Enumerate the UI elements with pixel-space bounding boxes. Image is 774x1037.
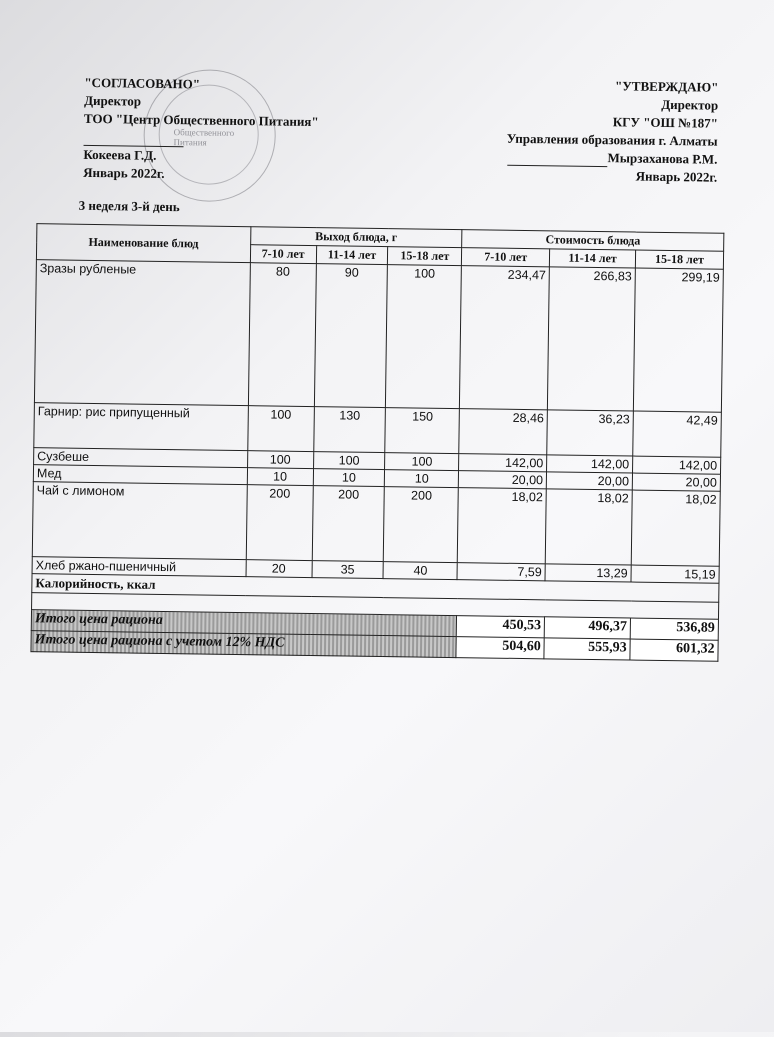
- confirmed-title: "УТВЕРЖДАЮ": [615, 78, 719, 95]
- yield-cell: 10: [313, 469, 385, 487]
- approved-role: Директор: [84, 92, 142, 109]
- header-age: 7-10 лет: [250, 245, 316, 264]
- yield-cell: 150: [385, 408, 459, 454]
- cost-cell: 18,02: [545, 489, 632, 565]
- cost-cell: 20,00: [546, 472, 632, 490]
- cost-cell: 142,00: [633, 456, 721, 474]
- total-vat-label: Итого цена рациона с учетом 12% НДС: [31, 631, 457, 658]
- yield-cell: 100: [247, 406, 314, 452]
- calories-label: Калорийность, ккал: [32, 574, 719, 603]
- confirmed-date: Январь 2022г.: [635, 168, 718, 185]
- dish-name: Сузбеше: [34, 448, 248, 468]
- header-cost: Стоимость блюда: [462, 230, 724, 252]
- yield-cell: 100: [386, 265, 462, 409]
- total-vat-value: 601,32: [630, 639, 718, 661]
- approved-date: Январь 2022г.: [83, 164, 165, 181]
- confirmed-role: Директор: [661, 96, 719, 113]
- cost-cell: 42,49: [633, 411, 722, 457]
- total-vat-value: 555,93: [544, 638, 630, 660]
- yield-cell: 10: [247, 468, 313, 486]
- approved-block: [83, 74, 319, 185]
- total-vat-value: 504,60: [456, 637, 544, 659]
- cost-cell: 28,46: [459, 409, 547, 455]
- yield-cell: 20: [246, 560, 312, 578]
- header-yield: Выход блюда, г: [250, 227, 462, 248]
- confirmed-org: КГУ "ОШ №187": [612, 114, 719, 131]
- cost-cell: 266,83: [548, 267, 636, 411]
- header-age: 15-18 лет: [635, 250, 723, 269]
- cost-cell: 20,00: [632, 473, 720, 491]
- total-value: 536,89: [630, 618, 718, 640]
- cost-cell: 7,59: [457, 563, 545, 581]
- confirmed-dept: Управления образования г. Алматы: [506, 130, 718, 149]
- cost-cell: 234,47: [460, 266, 550, 410]
- approved-org: ТОО "Центр Общественного Питания": [83, 110, 319, 130]
- menu-table: [30, 223, 724, 662]
- dish-name: Мед: [33, 465, 247, 485]
- dish-name: Чай с лимоном: [32, 482, 247, 560]
- dish-name: Хлеб ржано-пшеничный: [32, 557, 246, 577]
- total-label: Итого цена рациона: [31, 610, 457, 637]
- yield-cell: 10: [385, 470, 459, 488]
- yield-cell: 200: [384, 487, 459, 563]
- yield-cell: 200: [246, 485, 313, 561]
- header-dish-name: Наименование блюд: [36, 224, 250, 263]
- yield-cell: 100: [247, 451, 313, 469]
- cost-cell: 20,00: [459, 471, 547, 489]
- stamp-text: Общественного Питания: [173, 127, 235, 148]
- header-age: 11-14 лет: [550, 249, 636, 268]
- yield-cell: 80: [248, 263, 316, 407]
- cost-cell: 15,19: [631, 565, 719, 583]
- approved-name: Кокеева Г.Д.: [83, 146, 157, 163]
- yield-cell: 90: [314, 264, 388, 408]
- yield-cell: 35: [312, 561, 384, 579]
- signature-line: [507, 153, 607, 167]
- cost-cell: 18,02: [458, 488, 547, 564]
- cost-cell: 18,02: [631, 490, 720, 566]
- total-value: 450,53: [457, 616, 545, 638]
- yield-cell: 100: [313, 452, 385, 470]
- confirmed-block: [506, 76, 718, 187]
- yield-cell: 40: [383, 562, 457, 580]
- dish-name: Зразы рубленые: [34, 260, 250, 406]
- yield-cell: 130: [313, 407, 385, 453]
- dish-name: Гарнир: рис припущенный: [34, 403, 248, 451]
- table-row: [34, 260, 723, 413]
- confirmed-name: Мырзаханова Р.М.: [607, 150, 718, 167]
- total-value: 496,37: [544, 617, 630, 639]
- yield-cell: 200: [312, 486, 385, 562]
- approved-title: "СОГЛАСОВАНО": [84, 74, 201, 92]
- cost-cell: 36,23: [547, 410, 634, 456]
- header-age: 15-18 лет: [388, 247, 462, 266]
- yield-cell: 100: [385, 453, 459, 471]
- cost-cell: 299,19: [633, 268, 723, 412]
- cost-cell: 13,29: [545, 564, 631, 582]
- day-label: 3 неделя 3-й день: [78, 197, 180, 215]
- table-row: [32, 482, 720, 567]
- header-age: 11-14 лет: [316, 246, 388, 265]
- cost-cell: 142,00: [547, 455, 633, 473]
- header-age: 7-10 лет: [462, 248, 550, 267]
- cost-cell: 142,00: [459, 454, 547, 472]
